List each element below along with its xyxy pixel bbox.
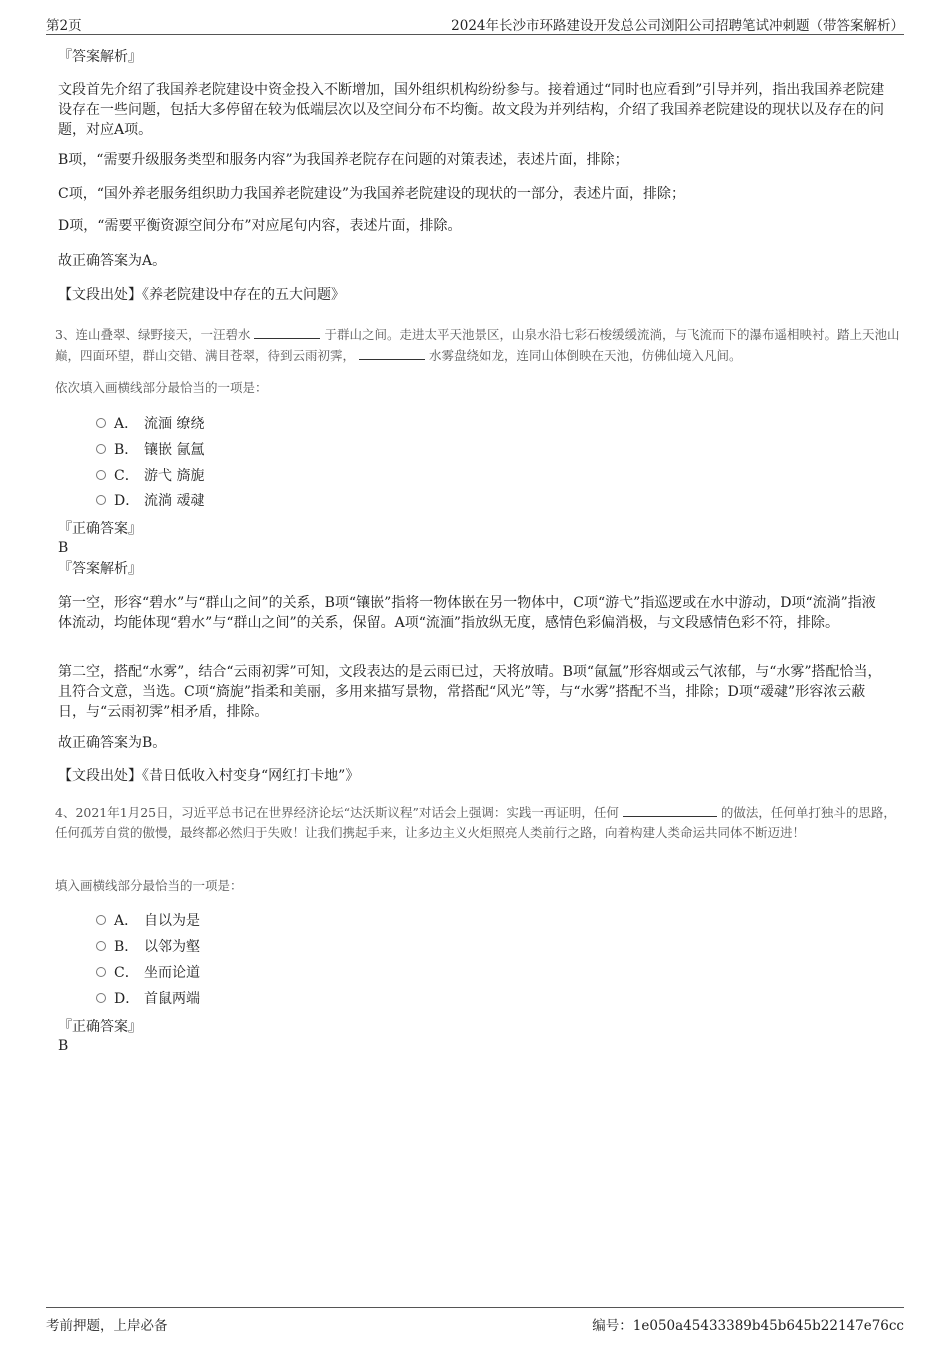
q3-stem-part-b: 于群山之间。走进太平天池景区，山泉水沿七彩石梭缓缓流淌，与飞流而下的瀑布遥相映衬。踏上天池山巅，四面环望，群山交错、满目苍翠，待到云雨初霁， <box>55 327 900 363</box>
radio-icon[interactable] <box>96 495 106 505</box>
radio-icon[interactable] <box>96 993 106 1003</box>
q3-stem-part-c: 水雾盘绕如龙，连同山体倒映在天池，仿佛仙境入凡间。 <box>428 348 742 363</box>
q3-analysis-p2: 第二空，搭配“水雾”，结合“云雨初霁”可知，文段表达的是云雨已过，天将放晴。B项“氤氲”形容烟或云气浓郁，与“水雾”搭配恰当，且符合文意，当选。C项“旖旎”指柔和美丽，多用来描写景物，常搭配“风光”等，与“水雾”搭配不当，排除；D项“叆叇”形容浓云蔽日，与“云雨初霁”相矛盾，排除。 <box>58 664 882 720</box>
q2-analysis-p2: B项，“需要升级服务类型和服务内容”为我国养老院存在问题的对策表述，表述片面，排除； <box>58 152 629 168</box>
radio-icon[interactable] <box>96 967 106 977</box>
q3-blank-1 <box>254 324 320 339</box>
q3-blank-2 <box>359 345 425 360</box>
q4-option-b[interactable]: B． 以邻为壑 <box>96 937 200 957</box>
q4-option-c[interactable]: C． 坐而论道 <box>96 963 200 983</box>
q2-source: 【文段出处】《养老院建设中存在的五大问题》 <box>58 287 345 303</box>
q4-answer: B <box>58 1038 69 1054</box>
q3-conclusion: 故正确答案为B。 <box>58 735 167 751</box>
q3-prompt: 依次填入画横线部分最恰当的一项是： <box>55 380 268 395</box>
page-number: 第2页 <box>46 18 82 34</box>
q4-prompt: 填入画横线部分最恰当的一项是： <box>55 878 243 893</box>
q2-analysis-p1: 文段首先介绍了我国养老院建设中资金投入不断增加，国外组织机构纷纷参与。接着通过“同时也应看到”引导并列，指出我国养老院建设存在一些问题，包括大多停留在较为低端层次以及空间分布不均衡。故文段为并列结构，介绍了我国养老院建设的现状以及存在的问题，对应A项。 <box>58 82 885 138</box>
q3-analysis-p1: 第一空，形容“碧水”与“群山之间”的关系，B项“镶嵌”指将一物体嵌在另一物体中，C项“游弋”指巡逻或在水中游动，D项“流淌”指液体流动，均能体现“碧水”与“群山之间”的关系，保留。A项“流湎”指放纵无度，感情色彩偏消极，与文段感情色彩不符，排除。 <box>58 595 876 631</box>
q4-stem <box>55 802 900 843</box>
page-footer <box>46 1307 904 1334</box>
q2-analysis-p4: D项，“需要平衡资源空间分布”对应尾句内容，表述片面，排除。 <box>58 218 462 234</box>
q3-stem-part-a: 3、连山叠翠、绿野接天，一汪碧水 <box>55 327 251 342</box>
q3-analysis-label: 『答案解析』 <box>58 561 142 577</box>
q3-option-b[interactable]: B． 镶嵌 氤氲 <box>96 440 204 460</box>
q3-option-d[interactable]: D． 流淌 叆叇 <box>96 491 204 511</box>
q4-option-a[interactable]: A． 自以为是 <box>96 911 200 931</box>
footer-slogan: 考前押题，上岸必备 <box>46 1318 168 1334</box>
q3-source: 【文段出处】《昔日低收入村变身“网红打卡地”》 <box>58 768 360 784</box>
q2-analysis-label: 『答案解析』 <box>58 49 142 65</box>
page-header <box>46 14 904 35</box>
q4-stem-part-b: 的做法，任何单打独斗的思路，任何孤芳自赏的傲慢，最终都必然归于失败！让我们携起手来，让多边主义火炬照亮人类前行之路，向着构建人类命运共同体不断迈进！ <box>55 805 896 840</box>
q2-conclusion: 故正确答案为A。 <box>58 253 167 269</box>
q3-stem <box>55 324 900 366</box>
q3-answer: B <box>58 540 69 556</box>
q2-analysis-p3: C项，“国外养老服务组织助力我国养老院建设”为我国养老院建设的现状的一部分，表述片面，排除； <box>58 186 686 202</box>
radio-icon[interactable] <box>96 444 106 454</box>
q3-option-a[interactable]: A． 流湎 缭绕 <box>96 414 204 434</box>
radio-icon[interactable] <box>96 470 106 480</box>
document-title: 2024年长沙市环路建设开发总公司浏阳公司招聘笔试冲刺题（带答案解析） <box>451 18 904 34</box>
q3-answer-label: 『正确答案』 <box>58 521 142 537</box>
q3-option-c[interactable]: C． 游弋 旖旎 <box>96 466 204 486</box>
radio-icon[interactable] <box>96 941 106 951</box>
q4-stem-part-a: 4、2021年1月25日，习近平总书记在世界经济论坛“达沃斯议程”对话会上强调：实践一再证明，任何 <box>55 805 619 820</box>
radio-icon[interactable] <box>96 915 106 925</box>
radio-icon[interactable] <box>96 418 106 428</box>
document-id: 编号：1e050a45433389b45b645b22147e76cc <box>592 1318 904 1334</box>
q4-blank <box>623 802 717 817</box>
q4-answer-label: 『正确答案』 <box>58 1019 142 1035</box>
q4-option-d[interactable]: D． 首鼠两端 <box>96 989 200 1009</box>
